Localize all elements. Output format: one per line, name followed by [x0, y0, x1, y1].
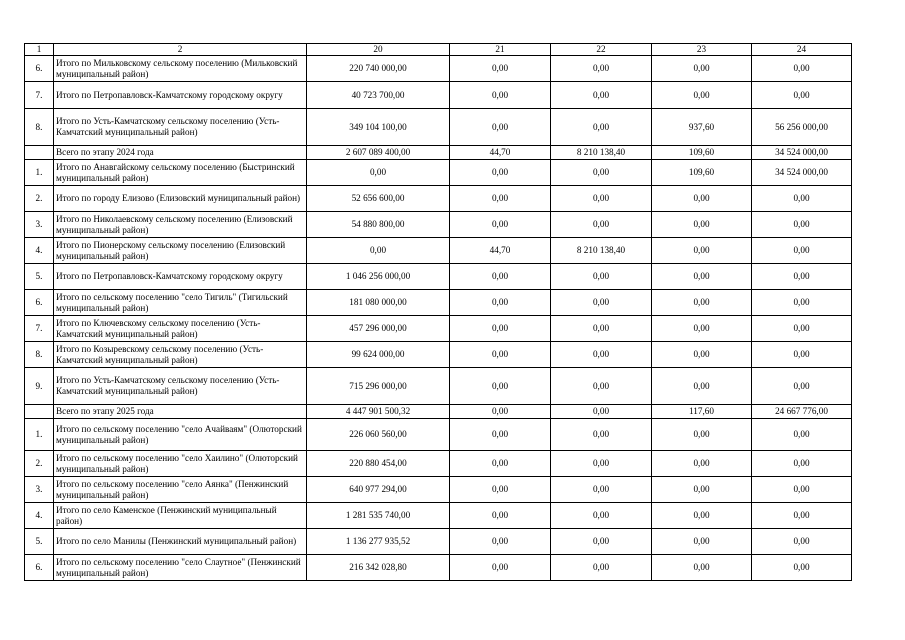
value-cell: 0,00 [652, 529, 752, 555]
value-cell: 0,00 [551, 477, 652, 503]
table-row [25, 316, 852, 342]
value-cell: 0,00 [752, 503, 852, 529]
row-number: 3. [25, 477, 54, 503]
header-cell: 2 [54, 44, 307, 56]
value-cell: 0,00 [450, 186, 551, 212]
row-name: Итого по Усть-Камчатскому сельскому поселению (Усть-Камчатский муниципальный район) [54, 109, 307, 146]
row-name: Итого по Усть-Камчатскому сельскому поселению (Усть-Камчатский муниципальный район) [54, 368, 307, 405]
table-row [25, 238, 852, 264]
value-cell: 0,00 [652, 316, 752, 342]
row-number: 6. [25, 56, 54, 82]
value-cell: 109,60 [652, 146, 752, 160]
table-row [25, 56, 852, 82]
value-cell: 0,00 [752, 477, 852, 503]
value-cell: 34 524 000,00 [752, 146, 852, 160]
row-name: Итого по сельскому поселению "село Ачайваям" (Олюторский муниципальный район) [54, 419, 307, 451]
table-body [25, 44, 852, 581]
value-cell: 715 296 000,00 [307, 368, 450, 405]
row-number: 4. [25, 238, 54, 264]
table-row [25, 419, 852, 451]
value-cell: 0,00 [652, 290, 752, 316]
value-cell: 0,00 [551, 109, 652, 146]
table-row [25, 451, 852, 477]
table-row [25, 109, 852, 146]
value-cell: 0,00 [752, 529, 852, 555]
row-number: 7. [25, 316, 54, 342]
row-number: 8. [25, 109, 54, 146]
row-name: Итого по Козыревскому сельскому поселению (Усть-Камчатский муниципальный район) [54, 342, 307, 368]
row-number: 1. [25, 160, 54, 186]
table-row [25, 503, 852, 529]
data-table [24, 43, 852, 581]
row-number: 1. [25, 419, 54, 451]
header-cell: 24 [752, 44, 852, 56]
value-cell: 0,00 [450, 290, 551, 316]
value-cell: 0,00 [450, 264, 551, 290]
row-number [25, 146, 54, 160]
value-cell: 1 136 277 935,52 [307, 529, 450, 555]
value-cell: 0,00 [652, 477, 752, 503]
value-cell: 0,00 [450, 160, 551, 186]
row-name: Итого по Анавгайскому сельскому поселению (Быстринский муниципальный район) [54, 160, 307, 186]
table-row [25, 529, 852, 555]
table-row [25, 264, 852, 290]
value-cell: 0,00 [551, 451, 652, 477]
value-cell: 0,00 [752, 419, 852, 451]
value-cell: 8 210 138,40 [551, 146, 652, 160]
value-cell: 109,60 [652, 160, 752, 186]
value-cell: 0,00 [652, 212, 752, 238]
value-cell: 220 740 000,00 [307, 56, 450, 82]
value-cell: 8 210 138,40 [551, 238, 652, 264]
value-cell: 640 977 294,00 [307, 477, 450, 503]
value-cell: 0,00 [652, 451, 752, 477]
row-name: Итого по Петропавловск-Камчатскому городскому округу [54, 82, 307, 109]
value-cell: 0,00 [551, 264, 652, 290]
header-row [25, 44, 852, 56]
value-cell: 0,00 [450, 316, 551, 342]
value-cell: 0,00 [752, 451, 852, 477]
value-cell: 0,00 [450, 56, 551, 82]
value-cell: 0,00 [450, 82, 551, 109]
value-cell: 216 342 028,80 [307, 555, 450, 581]
value-cell: 0,00 [450, 342, 551, 368]
row-number: 2. [25, 186, 54, 212]
row-number: 3. [25, 212, 54, 238]
value-cell: 0,00 [752, 368, 852, 405]
header-cell: 23 [652, 44, 752, 56]
row-number: 9. [25, 368, 54, 405]
value-cell: 0,00 [652, 264, 752, 290]
row-name: Итого по городу Елизово (Елизовский муниципальный район) [54, 186, 307, 212]
value-cell: 0,00 [652, 56, 752, 82]
row-name: Итого по Петропавловск-Камчатскому городскому округу [54, 264, 307, 290]
total-row [25, 146, 852, 160]
value-cell: 0,00 [551, 290, 652, 316]
value-cell: 0,00 [652, 368, 752, 405]
value-cell: 0,00 [551, 419, 652, 451]
value-cell: 56 256 000,00 [752, 109, 852, 146]
row-name: Итого по Мильковскому сельскому поселению (Мильковский муниципальный район) [54, 56, 307, 82]
row-name: Всего по этапу 2024 года [54, 146, 307, 160]
value-cell: 0,00 [551, 529, 652, 555]
value-cell: 0,00 [551, 82, 652, 109]
value-cell: 0,00 [551, 186, 652, 212]
value-cell: 1 046 256 000,00 [307, 264, 450, 290]
value-cell: 40 723 700,00 [307, 82, 450, 109]
table-row [25, 82, 852, 109]
table-row [25, 342, 852, 368]
value-cell: 0,00 [551, 212, 652, 238]
row-name: Итого по Ключевскому сельскому поселению (Усть-Камчатский муниципальный район) [54, 316, 307, 342]
header-cell: 20 [307, 44, 450, 56]
row-number: 6. [25, 290, 54, 316]
value-cell: 0,00 [652, 555, 752, 581]
row-number [25, 405, 54, 419]
table-row [25, 160, 852, 186]
value-cell: 0,00 [752, 316, 852, 342]
value-cell: 0,00 [752, 555, 852, 581]
table-row [25, 186, 852, 212]
value-cell: 0,00 [752, 82, 852, 109]
value-cell: 0,00 [450, 405, 551, 419]
value-cell: 99 624 000,00 [307, 342, 450, 368]
value-cell: 0,00 [652, 342, 752, 368]
value-cell: 44,70 [450, 146, 551, 160]
row-number: 4. [25, 503, 54, 529]
value-cell: 0,00 [652, 82, 752, 109]
value-cell: 0,00 [450, 212, 551, 238]
value-cell: 0,00 [307, 160, 450, 186]
value-cell: 0,00 [652, 238, 752, 264]
value-cell: 0,00 [450, 109, 551, 146]
value-cell: 937,60 [652, 109, 752, 146]
value-cell: 0,00 [551, 342, 652, 368]
value-cell: 34 524 000,00 [752, 160, 852, 186]
value-cell: 181 080 000,00 [307, 290, 450, 316]
value-cell: 349 104 100,00 [307, 109, 450, 146]
row-name: Итого по Николаевскому сельскому поселению (Елизовский муниципальный район) [54, 212, 307, 238]
value-cell: 1 281 535 740,00 [307, 503, 450, 529]
value-cell: 24 667 776,00 [752, 405, 852, 419]
value-cell: 0,00 [450, 477, 551, 503]
value-cell: 226 060 560,00 [307, 419, 450, 451]
table-row [25, 555, 852, 581]
row-name: Итого по сельскому поселению "село Тигиль" (Тигильский муниципальный район) [54, 290, 307, 316]
value-cell: 0,00 [652, 503, 752, 529]
value-cell: 0,00 [450, 529, 551, 555]
value-cell: 0,00 [551, 405, 652, 419]
row-name: Итого по село Каменское (Пенжинский муниципальный район) [54, 503, 307, 529]
value-cell: 0,00 [450, 555, 551, 581]
row-number: 2. [25, 451, 54, 477]
value-cell: 117,60 [652, 405, 752, 419]
value-cell: 44,70 [450, 238, 551, 264]
value-cell: 52 656 600,00 [307, 186, 450, 212]
total-row [25, 405, 852, 419]
row-number: 5. [25, 264, 54, 290]
value-cell: 0,00 [752, 342, 852, 368]
value-cell: 0,00 [652, 186, 752, 212]
value-cell: 0,00 [551, 316, 652, 342]
value-cell: 0,00 [551, 555, 652, 581]
table-row [25, 290, 852, 316]
value-cell: 54 880 800,00 [307, 212, 450, 238]
row-number: 7. [25, 82, 54, 109]
table-row [25, 368, 852, 405]
row-name: Итого по сельскому поселению "село Слаутное" (Пенжинский муниципальный район) [54, 555, 307, 581]
table-row [25, 212, 852, 238]
value-cell: 0,00 [551, 56, 652, 82]
row-number: 8. [25, 342, 54, 368]
value-cell: 0,00 [551, 160, 652, 186]
value-cell: 0,00 [450, 419, 551, 451]
row-name: Итого по село Манилы (Пенжинский муниципальный район) [54, 529, 307, 555]
row-number: 5. [25, 529, 54, 555]
value-cell: 0,00 [551, 368, 652, 405]
value-cell: 0,00 [752, 238, 852, 264]
value-cell: 0,00 [450, 503, 551, 529]
row-name: Итого по сельскому поселению "село Хаилино" (Олюторский муниципальный район) [54, 451, 307, 477]
value-cell: 0,00 [752, 290, 852, 316]
row-name: Всего по этапу 2025 года [54, 405, 307, 419]
value-cell: 220 880 454,00 [307, 451, 450, 477]
value-cell: 2 607 089 400,00 [307, 146, 450, 160]
value-cell: 0,00 [752, 56, 852, 82]
value-cell: 0,00 [450, 368, 551, 405]
value-cell: 0,00 [551, 503, 652, 529]
header-cell: 22 [551, 44, 652, 56]
row-name: Итого по сельскому поселению "село Аянка" (Пенжинский муниципальный район) [54, 477, 307, 503]
table-row [25, 477, 852, 503]
value-cell: 4 447 901 500,32 [307, 405, 450, 419]
value-cell: 457 296 000,00 [307, 316, 450, 342]
value-cell: 0,00 [307, 238, 450, 264]
header-cell: 21 [450, 44, 551, 56]
row-name: Итого по Пионерскому сельскому поселению (Елизовский муниципальный район) [54, 238, 307, 264]
header-cell: 1 [25, 44, 54, 56]
row-number: 6. [25, 555, 54, 581]
value-cell: 0,00 [752, 186, 852, 212]
value-cell: 0,00 [450, 451, 551, 477]
value-cell: 0,00 [652, 419, 752, 451]
value-cell: 0,00 [752, 212, 852, 238]
value-cell: 0,00 [752, 264, 852, 290]
